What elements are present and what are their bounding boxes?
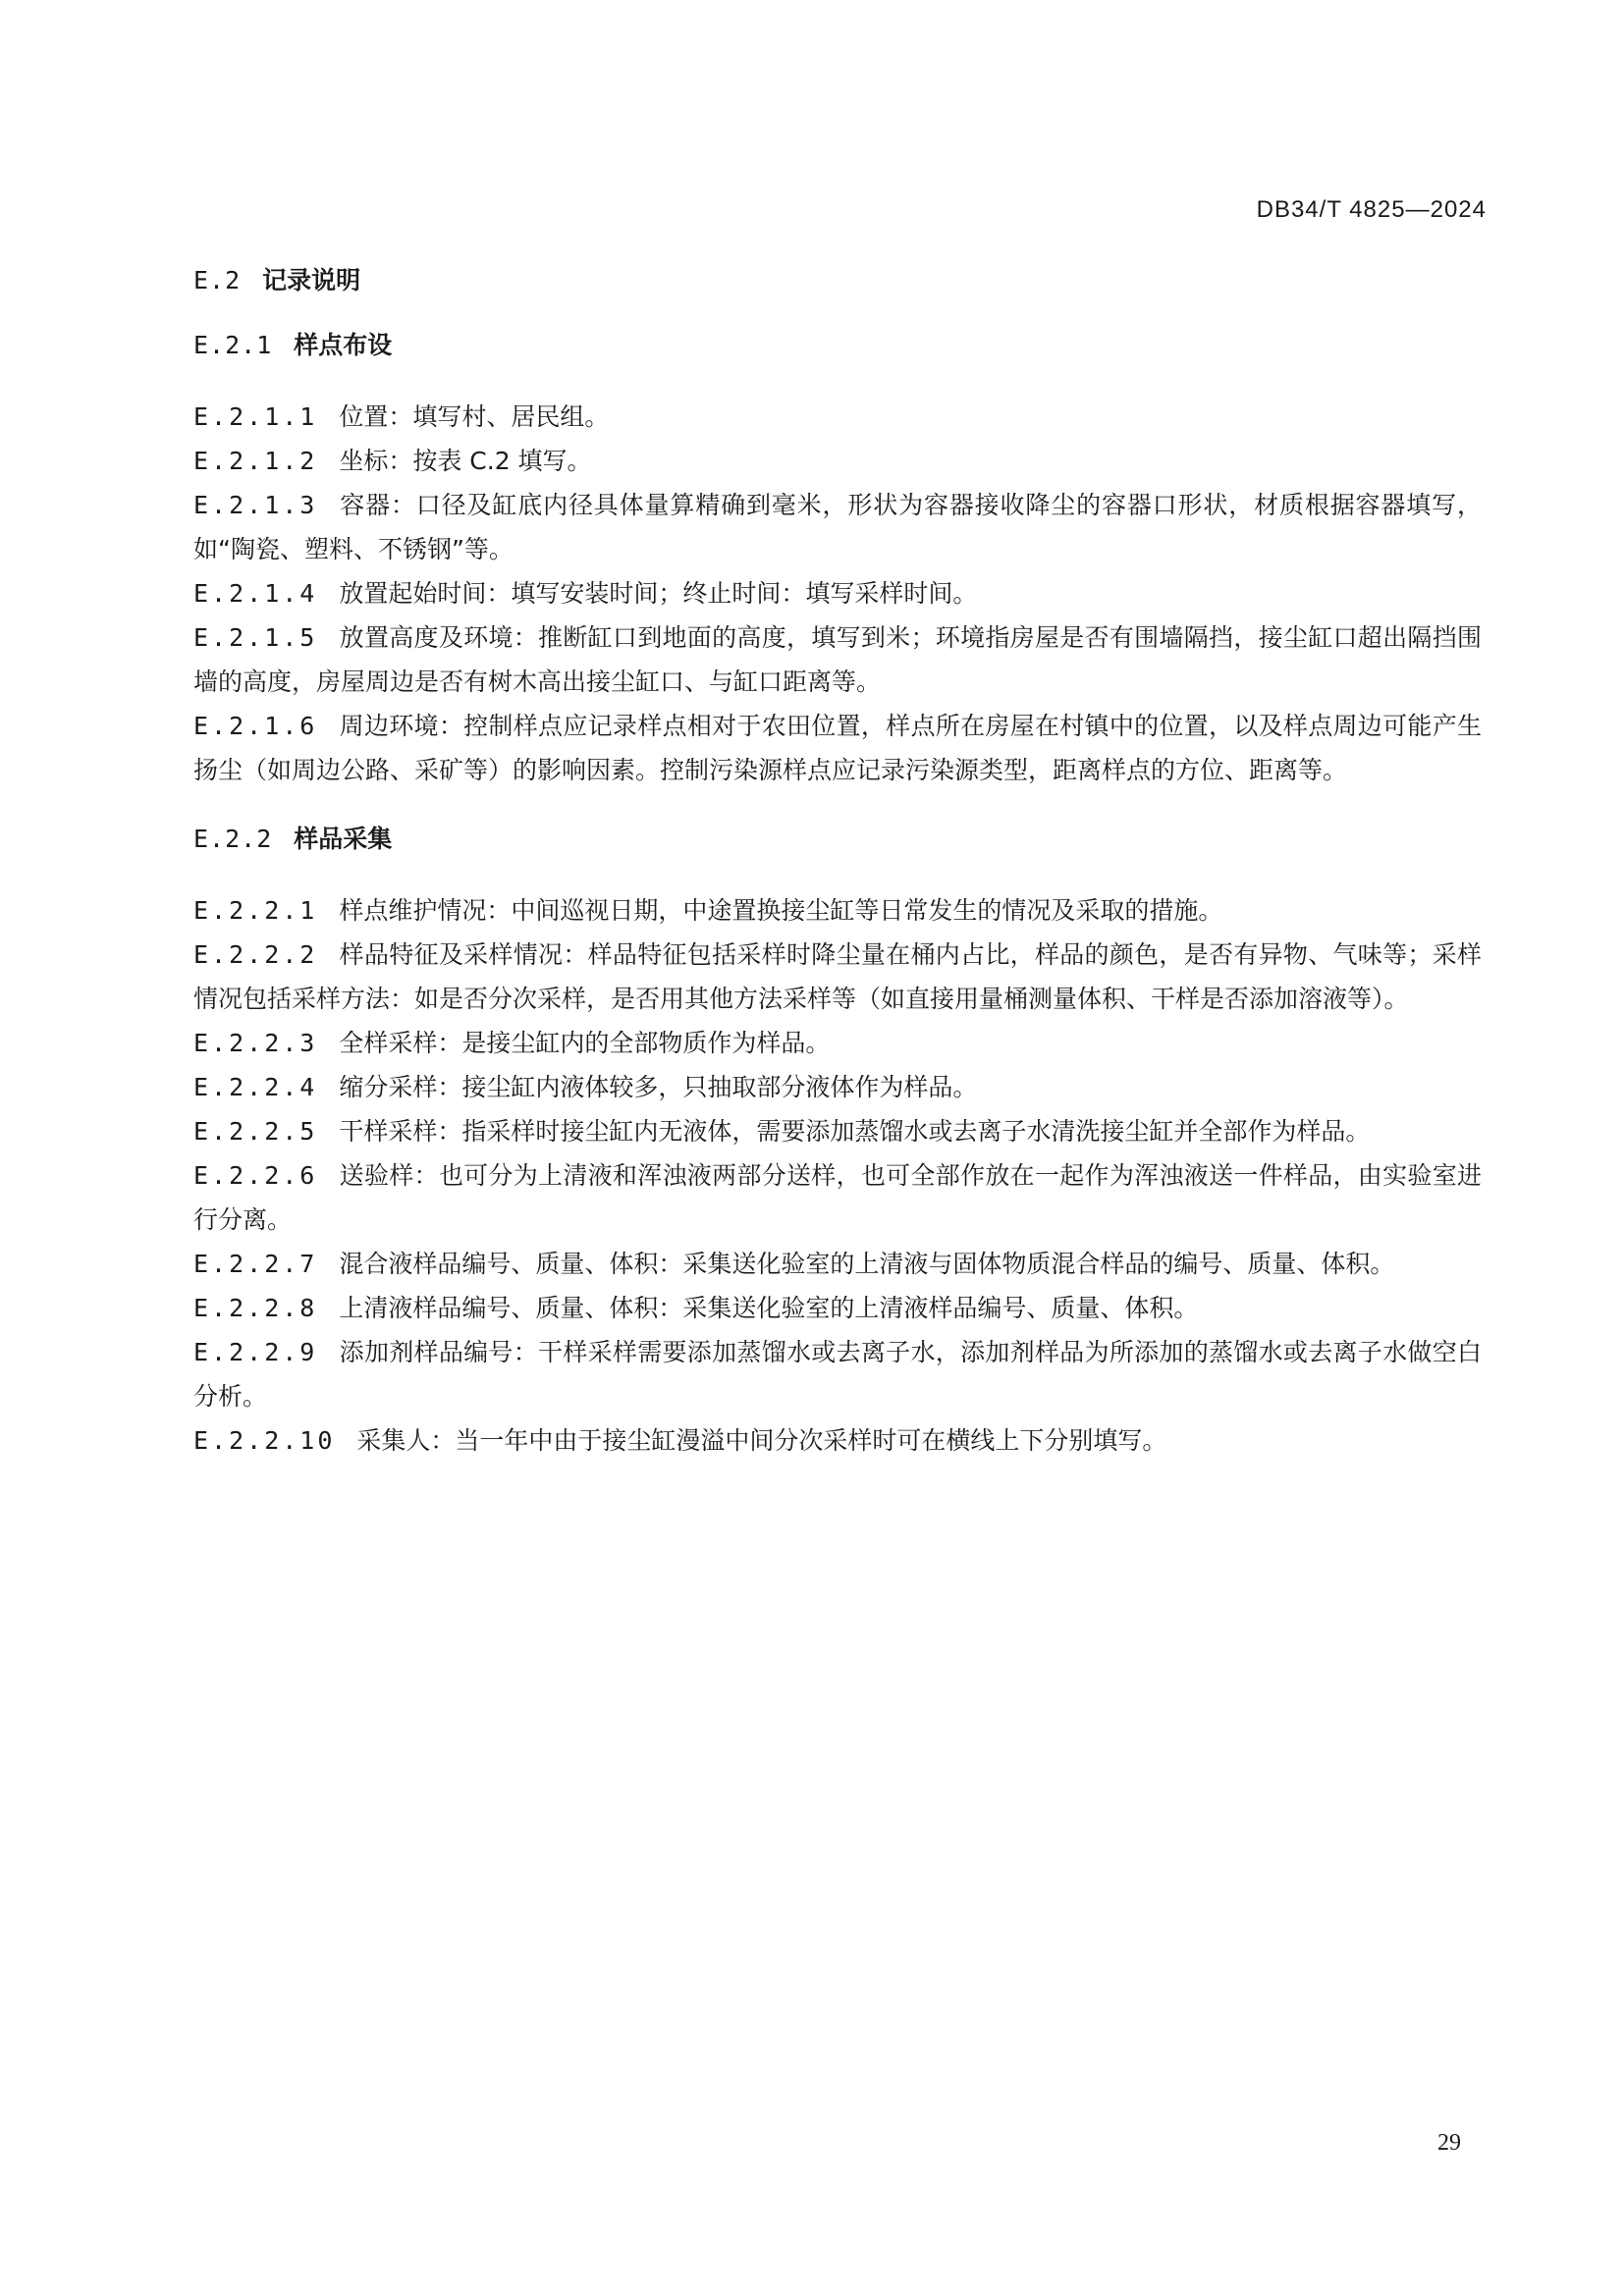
clause-text: 坐标：按表 C.2 填写。 bbox=[339, 447, 592, 475]
clause-item bbox=[193, 1153, 1482, 1242]
clause-number: E.2.2.4 bbox=[193, 1073, 318, 1101]
section-heading bbox=[193, 263, 1482, 298]
clause-item bbox=[193, 615, 1482, 704]
clause-number: E.2.1.1 bbox=[193, 402, 318, 431]
section-title: 记录说明 bbox=[262, 266, 361, 294]
clause-number: E.2.2.5 bbox=[193, 1117, 318, 1146]
clause-item bbox=[193, 888, 1482, 933]
clause-text: 样品特征及采样情况：样品特征包括采样时降尘量在桶内占比，样品的颜色，是否有异物、气味等；采样情况包括采样方法：如是否分次采样，是否用其他方法采样等（如直接用量桶测量体积、干样是否添加溶液等）。 bbox=[193, 940, 1482, 1013]
clause-number: E.2.1.4 bbox=[193, 579, 318, 608]
clause-number: E.2.1.5 bbox=[193, 623, 318, 652]
clause-number: E.2.2.2 bbox=[193, 940, 318, 969]
clause-text: 送验样：也可分为上清液和浑浊液两部分送样，也可全部作放在一起作为浑浊液送一件样品，由实验室进行分离。 bbox=[193, 1161, 1482, 1234]
clause-text: 放置起始时间：填写安装时间；终止时间：填写采样时间。 bbox=[339, 579, 978, 608]
page-number: 29 bbox=[1437, 2130, 1461, 2156]
clause-item bbox=[193, 395, 1482, 439]
clause-item bbox=[193, 1242, 1482, 1286]
clause-number: E.2.1.6 bbox=[193, 712, 318, 740]
clause-number: E.2.2.3 bbox=[193, 1029, 318, 1057]
clause-item bbox=[193, 1286, 1482, 1330]
clause-text: 缩分采样：接尘缸内液体较多，只抽取部分液体作为样品。 bbox=[339, 1073, 978, 1101]
clause-text: 位置：填写村、居民组。 bbox=[339, 402, 610, 431]
clause-number: E.2.2.7 bbox=[193, 1250, 318, 1278]
page-content bbox=[193, 263, 1482, 1492]
clause-item bbox=[193, 1065, 1482, 1109]
clause-number: E.2.2.9 bbox=[193, 1338, 318, 1366]
clause-item bbox=[193, 1109, 1482, 1153]
clause-number: E.2.1.3 bbox=[193, 491, 318, 519]
clause-item bbox=[193, 483, 1482, 571]
subsection-title: 样点布设 bbox=[294, 331, 393, 359]
clause-text: 混合液样品编号、质量、体积：采集送化验室的上清液与固体物质混合样品的编号、质量、体积。 bbox=[339, 1250, 1395, 1278]
subsection-title: 样品采集 bbox=[294, 825, 393, 853]
subsection-number: E.2.2 bbox=[193, 825, 273, 853]
clause-text: 添加剂样品编号：干样采样需要添加蒸馏水或去离子水，添加剂样品为所添加的蒸馏水或去离子水做空白分析。 bbox=[193, 1338, 1482, 1411]
clause-text: 放置高度及环境：推断缸口到地面的高度，填写到米；环境指房屋是否有围墙隔挡，接尘缸口超出隔挡围墙的高度，房屋周边是否有树木高出接尘缸口、与缸口距离等。 bbox=[193, 623, 1482, 696]
subsection-heading bbox=[193, 328, 1482, 363]
clause-item bbox=[193, 933, 1482, 1021]
clause-number: E.2.2.6 bbox=[193, 1161, 318, 1190]
standard-code: DB34/T 4825—2024 bbox=[1256, 196, 1487, 223]
clause-item bbox=[193, 704, 1482, 792]
clause-text: 容器：口径及缸底内径具体量算精确到毫米，形状为容器接收降尘的容器口形状，材质根据容器填写，如“陶瓷、塑料、不锈钢”等。 bbox=[193, 491, 1482, 563]
clause-item bbox=[193, 1021, 1482, 1065]
clause-number: E.2.2.1 bbox=[193, 896, 318, 925]
clause-text: 干样采样：指采样时接尘缸内无液体，需要添加蒸馏水或去离子水清洗接尘缸并全部作为样品。 bbox=[339, 1117, 1371, 1146]
subsection-number: E.2.1 bbox=[193, 331, 273, 359]
clause-text: 采集人：当一年中由于接尘缸漫溢中间分次采样时可在横线上下分别填写。 bbox=[356, 1426, 1167, 1455]
clause-text: 上清液样品编号、质量、体积：采集送化验室的上清液样品编号、质量、体积。 bbox=[339, 1294, 1199, 1322]
clause-list bbox=[193, 888, 1482, 1463]
clause-item bbox=[193, 439, 1482, 483]
clause-text: 全样采样：是接尘缸内的全部物质作为样品。 bbox=[339, 1029, 831, 1057]
clause-list bbox=[193, 395, 1482, 792]
clause-item bbox=[193, 1418, 1482, 1463]
clause-number: E.2.1.2 bbox=[193, 447, 318, 475]
clause-item bbox=[193, 1330, 1482, 1418]
subsection-heading bbox=[193, 822, 1482, 857]
clause-text: 样点维护情况：中间巡视日期，中途置换接尘缸等日常发生的情况及采取的措施。 bbox=[339, 896, 1223, 925]
clause-number: E.2.2.10 bbox=[193, 1426, 336, 1455]
clause-text: 周边环境：控制样点应记录样点相对于农田位置，样点所在房屋在村镇中的位置，以及样点周边可能产生扬尘（如周边公路、采矿等）的影响因素。控制污染源样点应记录污染源类型，距离样点的方位、距离等。 bbox=[193, 712, 1482, 784]
clause-item bbox=[193, 571, 1482, 615]
clause-number: E.2.2.8 bbox=[193, 1294, 318, 1322]
section-number: E.2 bbox=[193, 266, 242, 294]
